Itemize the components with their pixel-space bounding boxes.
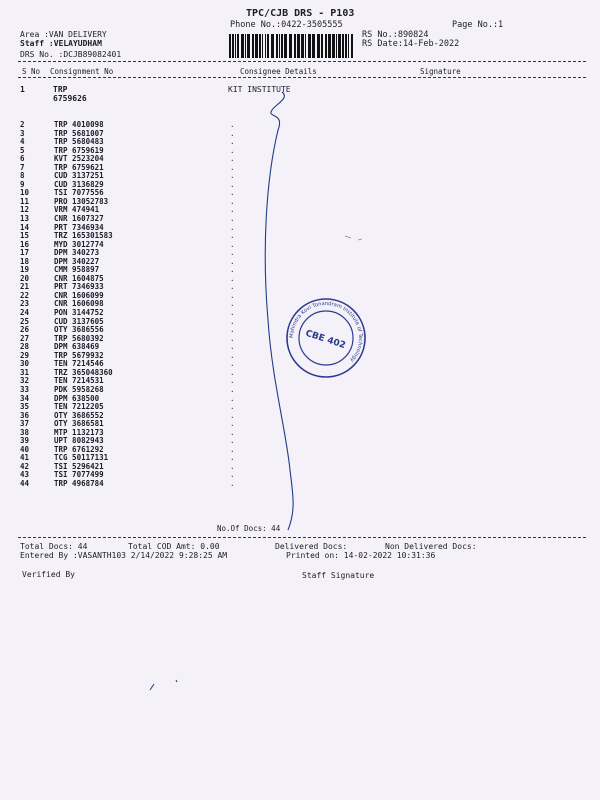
row-sno: 15	[20, 231, 30, 241]
barcode	[229, 34, 354, 58]
row-sno: 37	[20, 419, 30, 429]
row-sno: 2	[20, 120, 25, 129]
row-sno: 10	[20, 188, 30, 198]
row-sno: 12	[20, 205, 30, 215]
row-marker: .	[230, 436, 235, 446]
row-sno: 25	[20, 316, 30, 326]
row-sno: 39	[20, 436, 30, 446]
rs-number: RS No.:890824	[362, 30, 429, 40]
row-sno: 22	[20, 290, 30, 300]
row-marker: .	[230, 196, 235, 206]
row-sno: 38	[20, 427, 30, 437]
no-of-docs: No.Of Docs: 44	[217, 524, 281, 533]
row-marker: .	[230, 137, 235, 147]
row-consignment: TRP 6761292	[54, 444, 104, 454]
row-sno: 14	[20, 222, 30, 232]
row-marker: .	[230, 239, 235, 249]
row-sno: 40	[20, 444, 30, 454]
row-sno: 1	[20, 85, 25, 94]
row-consignment: TRP 6759626	[53, 85, 87, 103]
row-marker: .	[230, 188, 235, 198]
page-number: Page No.:1	[452, 20, 504, 30]
row-consignment: TRP 5679932	[54, 350, 104, 360]
table-row	[20, 480, 320, 489]
row-consignment: CNR 1606098	[54, 299, 104, 309]
row-sno: 11	[20, 196, 30, 206]
row-consignment: OTY 3686552	[54, 410, 104, 420]
row-consignment: VRM 474941	[54, 205, 100, 215]
row-sno: 32	[20, 376, 30, 386]
non-delivered-docs: Non Delivered Docs:	[385, 542, 477, 551]
row-marker: .	[230, 205, 235, 215]
row-marker: .	[230, 128, 235, 138]
consignment-list	[20, 121, 320, 489]
row-sno: 44	[20, 478, 30, 488]
row-consignment: TSI 7077499	[54, 470, 104, 480]
staff-label: Staff :VELAYUDHAM	[20, 39, 102, 48]
row-sno: 13	[20, 214, 30, 224]
row-consignment: UPT 8082943	[54, 436, 104, 446]
divider	[18, 537, 586, 538]
row-marker: .	[230, 376, 235, 386]
area-label: Area :VAN DELIVERY	[20, 30, 107, 39]
row-marker: .	[230, 342, 235, 352]
total-docs: Total Docs: 44	[20, 542, 88, 551]
row-marker: .	[230, 393, 235, 403]
row-sno: 6	[20, 154, 25, 164]
row-consignment: MYD 3012774	[54, 239, 104, 249]
row-marker: .	[230, 478, 235, 488]
row-sno: 5	[20, 145, 25, 155]
row-consignment: PRT 7346933	[54, 282, 104, 292]
row-sno: 28	[20, 342, 30, 352]
row-consignment: DPM 340227	[54, 256, 100, 266]
row-consignment: MTP 1132173	[54, 427, 104, 437]
row-consignment: CMM 958897	[54, 265, 100, 275]
row-marker: .	[230, 384, 235, 394]
row-consignment: DPM 638469	[54, 342, 100, 352]
row-consignment: PRT 7346934	[54, 222, 104, 232]
row-marker: .	[230, 359, 235, 369]
row-marker: .	[230, 316, 235, 326]
col-header-signature: Signature	[420, 67, 461, 76]
row-consignment: PRO 13052783	[54, 196, 109, 206]
row-consignment: TEN 7214531	[54, 376, 104, 386]
phone-number: Phone No.:0422-3505555	[230, 20, 343, 30]
row-sno: 21	[20, 282, 30, 292]
row-marker: .	[230, 402, 235, 412]
row-consignment: CNR 1604875	[54, 273, 104, 283]
row-marker: .	[230, 299, 235, 309]
row-marker: .	[230, 350, 235, 360]
row-consignment: PDK 5958268	[54, 384, 104, 394]
row-sno: 41	[20, 453, 30, 463]
verified-by: Verified By	[22, 570, 75, 579]
row-consignment: PON 3144752	[54, 308, 104, 318]
row-marker: .	[230, 325, 235, 335]
row-sno: 8	[20, 171, 25, 181]
row-marker: .	[230, 290, 235, 300]
row-marker: .	[230, 427, 235, 437]
row-sno: 4	[20, 137, 25, 147]
row-sno: 33	[20, 384, 30, 394]
row-consignment: OTY 3686581	[54, 419, 104, 429]
row-marker: .	[230, 154, 235, 164]
row-consignment: TSI 7077556	[54, 188, 104, 198]
col-header-sno: S No	[22, 67, 41, 76]
rubber-stamp	[284, 296, 368, 380]
stamp-center-text: CBE 402	[304, 328, 347, 352]
row-consignment: CNR 1606099	[54, 290, 104, 300]
row-marker: .	[230, 333, 235, 343]
row-sno: 23	[20, 299, 30, 309]
row-sno: 16	[20, 239, 30, 249]
printed-on: Printed on: 14-02-2022 10:31:36	[286, 551, 436, 560]
document-title: TPC/CJB DRS - P103	[246, 8, 355, 19]
col-header-consignment: Consignment No	[50, 67, 114, 76]
row-sno: 3	[20, 128, 25, 138]
row-consignment: TRP 6759621	[54, 162, 104, 172]
rs-date: RS Date:14-Feb-2022	[362, 39, 460, 49]
row-sno: 7	[20, 162, 25, 172]
row-marker: .	[230, 145, 235, 155]
row-sno: 18	[20, 256, 30, 266]
row-sno: 35	[20, 402, 30, 412]
divider	[18, 61, 586, 62]
row-marker: .	[230, 171, 235, 181]
row-consignment: DPM 340273	[54, 248, 100, 258]
staff-signature-label: Staff Signature	[302, 571, 375, 580]
row-marker: .	[230, 419, 235, 429]
row-consignment: TRP 6759619	[54, 145, 104, 155]
row-consignment: TRP 5681007	[54, 128, 104, 138]
table-row	[20, 85, 87, 103]
row-consignment: CUD 3136829	[54, 179, 104, 189]
row-sno: 27	[20, 333, 30, 343]
row-consignment: CNR 1607327	[54, 214, 104, 224]
row-marker: .	[230, 410, 235, 420]
row-sno: 31	[20, 367, 30, 377]
row-consignment: TRP 4968784	[54, 478, 104, 488]
row-consignment: DPM 638500	[54, 393, 100, 403]
entered-by: Entered By :VASANTH103 2/14/2022 9:28:25 AM	[20, 551, 228, 560]
row-consignment: TRP 4010098	[54, 120, 104, 129]
row-marker: .	[230, 453, 235, 463]
row-consignment: OTY 3686556	[54, 325, 104, 335]
row-consignment: TRZ 165301583	[54, 231, 113, 241]
row-marker: .	[230, 308, 235, 318]
row-marker: .	[230, 214, 235, 224]
row-consignment: TCG 50117131	[54, 453, 109, 463]
row-sno: 36	[20, 410, 30, 420]
row-consignment: TSI 5296421	[54, 461, 104, 471]
row-marker: .	[230, 179, 235, 189]
row-consignment: KVT 2523204	[54, 154, 104, 164]
row-marker: .	[230, 461, 235, 471]
row-consignment: TEN 7212205	[54, 402, 104, 412]
total-cod-amount: Total COD Amt: 0.00	[128, 542, 220, 551]
row-sno: 24	[20, 308, 30, 318]
row-marker: .	[230, 367, 235, 377]
row-marker: .	[230, 273, 235, 283]
row-marker: .	[230, 256, 235, 266]
stamp-ring-text: Mahindra Kovi Tonandram Institute of Technology	[288, 300, 364, 364]
row-sno: 30	[20, 359, 30, 369]
row-sno: 42	[20, 461, 30, 471]
row-sno: 17	[20, 248, 30, 258]
row-marker: .	[230, 470, 235, 480]
row-consignment: TEN 7214546	[54, 359, 104, 369]
row-marker: .	[230, 231, 235, 241]
row-consignment: CUD 3137251	[54, 171, 104, 181]
row-consignment: CUD 3137605	[54, 316, 104, 326]
row-marker: .	[230, 248, 235, 258]
row-sno: 34	[20, 393, 30, 403]
delivered-docs: Delivered Docs:	[275, 542, 348, 551]
row-marker: .	[230, 120, 235, 129]
row-marker: .	[230, 162, 235, 172]
row-marker: .	[230, 265, 235, 275]
row-sno: 20	[20, 273, 30, 283]
row-sno: 9	[20, 179, 25, 189]
row-marker: .	[230, 444, 235, 454]
row-consignment: TRZ 365048360	[54, 367, 113, 377]
row-sno: 29	[20, 350, 30, 360]
drs-number: DRS No. :DCJB89082401	[20, 50, 122, 59]
row-sno: 19	[20, 265, 30, 275]
col-header-consignee: Consignee Details	[240, 67, 317, 76]
row-sno: 26	[20, 325, 30, 335]
row-marker: .	[230, 282, 235, 292]
row-consignment: TRP 5680483	[54, 137, 104, 147]
row-marker: .	[230, 222, 235, 232]
row-sno: 43	[20, 470, 30, 480]
consignee-details: KIT INSTITUTE	[228, 85, 291, 94]
divider	[18, 77, 586, 78]
row-consignment: TRP 5680392	[54, 333, 104, 343]
